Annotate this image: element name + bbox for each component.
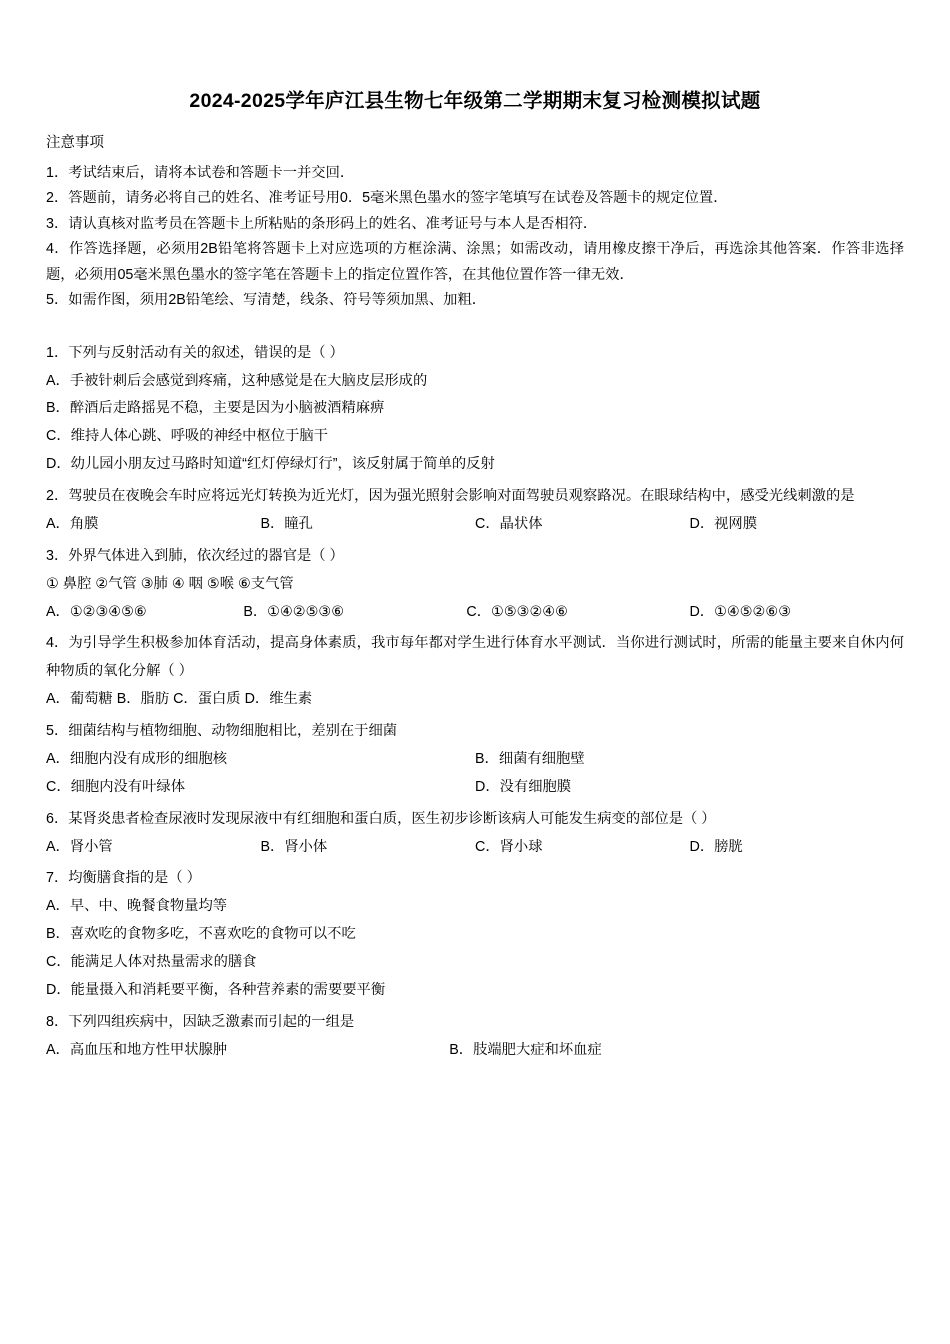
option-a[interactable]: A．①②③④⑤⑥ [46,603,147,620]
page-title: 2024-2025学年庐江县生物七年级第二学期期末复习检测模拟试题 [189,90,761,112]
option-d[interactable]: D．没有细胞膜 [475,778,572,795]
option-a[interactable]: A．细胞内没有成形的细胞核 [46,750,228,767]
option-c[interactable]: C．能满足人体对热量需求的膳食 [46,954,257,971]
question-5 [46,718,904,802]
question-stem: 2．驾驶员在夜晚会车时应将远光灯转换为近光灯，因为强光照射会影响对面驾驶员观察路况。在眼球结构中，感受光线刺激的是 [46,488,855,505]
question-6 [46,806,904,862]
question-stem: 6．某肾炎患者检查尿液时发现尿液中有红细胞和蛋白质，医生初步诊断该病人可能发生病变的部位是（ ） [46,810,716,827]
question-stem: 5．细菌结构与植物细胞、动物细胞相比，差别在于细菌 [46,723,398,740]
question-stem: 1．下列与反射活动有关的叙述，错误的是（ ） [46,344,344,361]
option-list[interactable]: A．葡萄糖 B．脂肪 C．蛋白质 D．维生素 [46,691,313,708]
question-1 [46,340,904,479]
option-list [46,893,904,1005]
option-list [46,368,904,480]
option-list-2 [46,774,904,802]
question-stem: 7．均衡膳食指的是（ ） [46,870,201,887]
option-a[interactable]: A．手被针刺后会感觉到疼痛，这种感觉是在大脑皮层形成的 [46,372,428,389]
option-c[interactable]: C．肾小球 [475,838,543,855]
option-d[interactable]: D．膀胱 [689,838,743,855]
option-a[interactable]: A．早、中、晚餐食物量均等 [46,898,228,915]
option-d[interactable]: D．①④⑤②⑥③ [689,603,792,620]
option-b[interactable]: B．肾小体 [260,838,328,855]
option-b[interactable]: B．瞳孔 [260,515,313,532]
option-d[interactable]: D．视网膜 [689,515,758,532]
option-d[interactable]: D．能量摄入和消耗要平衡，各种营养素的需要要平衡 [46,981,386,998]
option-b[interactable]: B．细菌有细胞壁 [475,750,585,767]
option-c[interactable]: C．维持人体心跳、呼吸的神经中枢位于脑干 [46,428,328,445]
option-b[interactable]: B．醉酒后走路摇晃不稳，主要是因为小脑被酒精麻痹 [46,400,385,417]
option-list [46,834,904,862]
notice-item: 3．请认真核对监考员在答题卡上所粘贴的条形码上的姓名、准考证号与本人是否相符． [46,215,598,232]
question-stem: 4．为引导学生积极参加体育活动，提高身体素质，我市每年都对学生进行体育水平测试．当你进行测试时，所需的能量主要来自休内何种物质的氧化分解（ ） [46,635,904,680]
notice-list [46,161,904,314]
option-b[interactable]: B．肢端肥大症和坏血症 [449,1041,602,1058]
option-b[interactable]: B．喜欢吃的食物多吃，不喜欢吃的食物可以不吃 [46,926,356,943]
option-list [46,746,904,774]
question-stem: 3．外界气体进入到肺，依次经过的器官是（ ） [46,547,344,564]
option-a[interactable]: A．肾小管 [46,838,113,855]
option-b[interactable]: B．①④②⑤③⑥ [243,603,345,620]
question-4 [46,630,904,714]
option-c[interactable]: C．细胞内没有叶绿体 [46,778,185,795]
question-2 [46,483,904,539]
notice-item: 4．作答选择题，必须用2B铅笔将答题卡上对应选项的方框涂满、涂黑；如需改动，请用橡皮擦干净后，再选涂其他答案．作答非选择题，必须用05毫米黑色墨水的签字笔在答题卡上的指定位置作答，在其他位置作答一律无效． [46,241,904,283]
option-a[interactable]: A．高血压和地方性甲状腺肿 [46,1041,228,1058]
question-organ-sequence: ① 鼻腔 ②气管 ③肺 ④ 咽 ⑤喉 ⑥支气管 [46,575,294,592]
question-7 [46,865,904,1004]
option-list [46,599,904,627]
notice-item: 2．答题前，请务必将自己的姓名、准考证号用0．5毫米黑色墨水的签字笔填写在试卷及答题卡的规定位置． [46,190,728,207]
option-c[interactable]: C．晶状体 [475,515,543,532]
option-list [46,1037,904,1065]
question-8 [46,1009,904,1065]
option-d[interactable]: D．幼儿园小朋友过马路时知道“红灯停绿灯行”，该反射属于简单的反射 [46,456,495,473]
option-list [46,511,904,539]
question-3 [46,543,904,627]
question-stem: 8．下列四组疾病中，因缺乏激素而引起的一组是 [46,1013,355,1030]
option-c[interactable]: C．①⑤③②④⑥ [466,603,568,620]
notice-heading: 注意事项 [46,135,104,152]
option-a[interactable]: A．角膜 [46,515,99,532]
notice-item: 5．如需作图，须用2B铅笔绘、写清楚，线条、符号等须加黑、加粗． [46,292,487,309]
notice-item: 1．考试结束后，请将本试卷和答题卡一并交回． [46,165,355,182]
